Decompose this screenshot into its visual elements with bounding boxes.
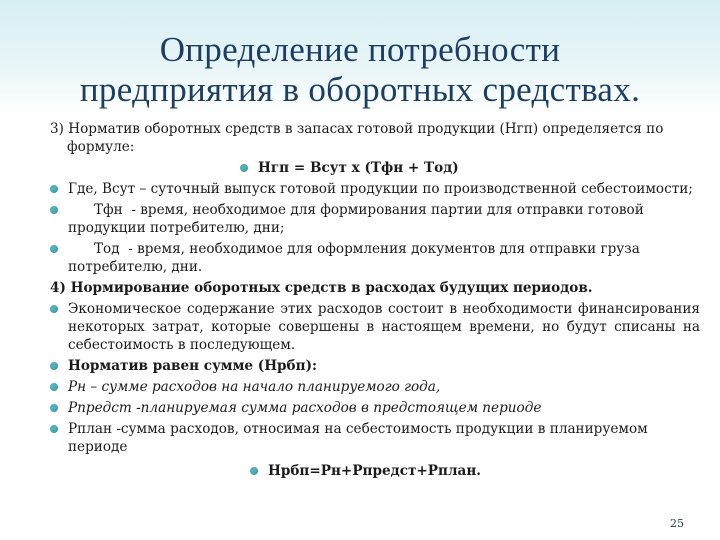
page-number: 25 — [670, 517, 684, 530]
item-text: Норматив равен сумме (Нрбп): — [68, 358, 318, 374]
item-text: Рн – сумме расходов на начало планируемого года, — [68, 379, 441, 395]
item-text: Рплан -сумма расходов, относимая на себестоимость продукции в планируемом периоде — [68, 421, 648, 455]
list-item — [50, 300, 700, 354]
formula-item — [240, 159, 700, 177]
bullet-icon — [250, 467, 258, 475]
formula-item — [250, 462, 700, 480]
item-text: Рпредст -планируемая сумма расходов в предстоящем периоде — [68, 400, 542, 416]
bullet-icon — [50, 305, 58, 313]
item-text: 3) Норматив оборотных средств в запасах готовой продукции (Нгп) определяется по формуле: — [50, 121, 664, 155]
title-line-2: предприятия в оборотных средствах. — [79, 70, 641, 109]
item-text: Экономическое содержание этих расходов состоит в необходимости финансирования некоторых затрат, которые совершены в настоящем времени, но будут списаны на себестоимость в последующем. — [68, 301, 700, 353]
bullet-icon — [50, 206, 58, 214]
slide-title — [40, 30, 680, 110]
bullet-icon — [50, 383, 58, 391]
list-item — [50, 399, 700, 417]
item-text: 4) Нормирование оборотных средств в расходах будущих периодов. — [50, 280, 593, 296]
title-line-1: Определение потребности — [159, 30, 561, 69]
bullet-icon — [50, 425, 58, 433]
bullet-icon — [50, 404, 58, 412]
list-item — [50, 279, 700, 297]
slide-content — [50, 120, 700, 483]
bullet-icon — [240, 164, 248, 172]
item-text: Тфн - время, необходимое для формирования партии для отправки готовой продукции потребителю, дни; — [68, 202, 649, 236]
item-text: Где, Всут – суточный выпуск готовой продукции по производственной себестоимости; — [68, 181, 693, 197]
formula-text: Нгп = Всут х (Тфн + Тод) — [258, 160, 459, 176]
bullet-icon — [50, 245, 58, 253]
list-item — [50, 240, 700, 276]
list-item — [50, 378, 700, 396]
bullet-icon — [50, 362, 58, 370]
list-item — [50, 201, 700, 237]
list-item — [50, 120, 700, 156]
bullet-icon — [50, 185, 58, 193]
item-text: Тод - время, необходимое для оформления документов для отправки груза потребителю, дни. — [68, 241, 645, 275]
formula-text: Нрбп=Рн+Рпредст+Рплан. — [268, 463, 482, 479]
list-item — [50, 180, 700, 198]
list-item — [50, 357, 700, 375]
list-item — [50, 420, 700, 456]
